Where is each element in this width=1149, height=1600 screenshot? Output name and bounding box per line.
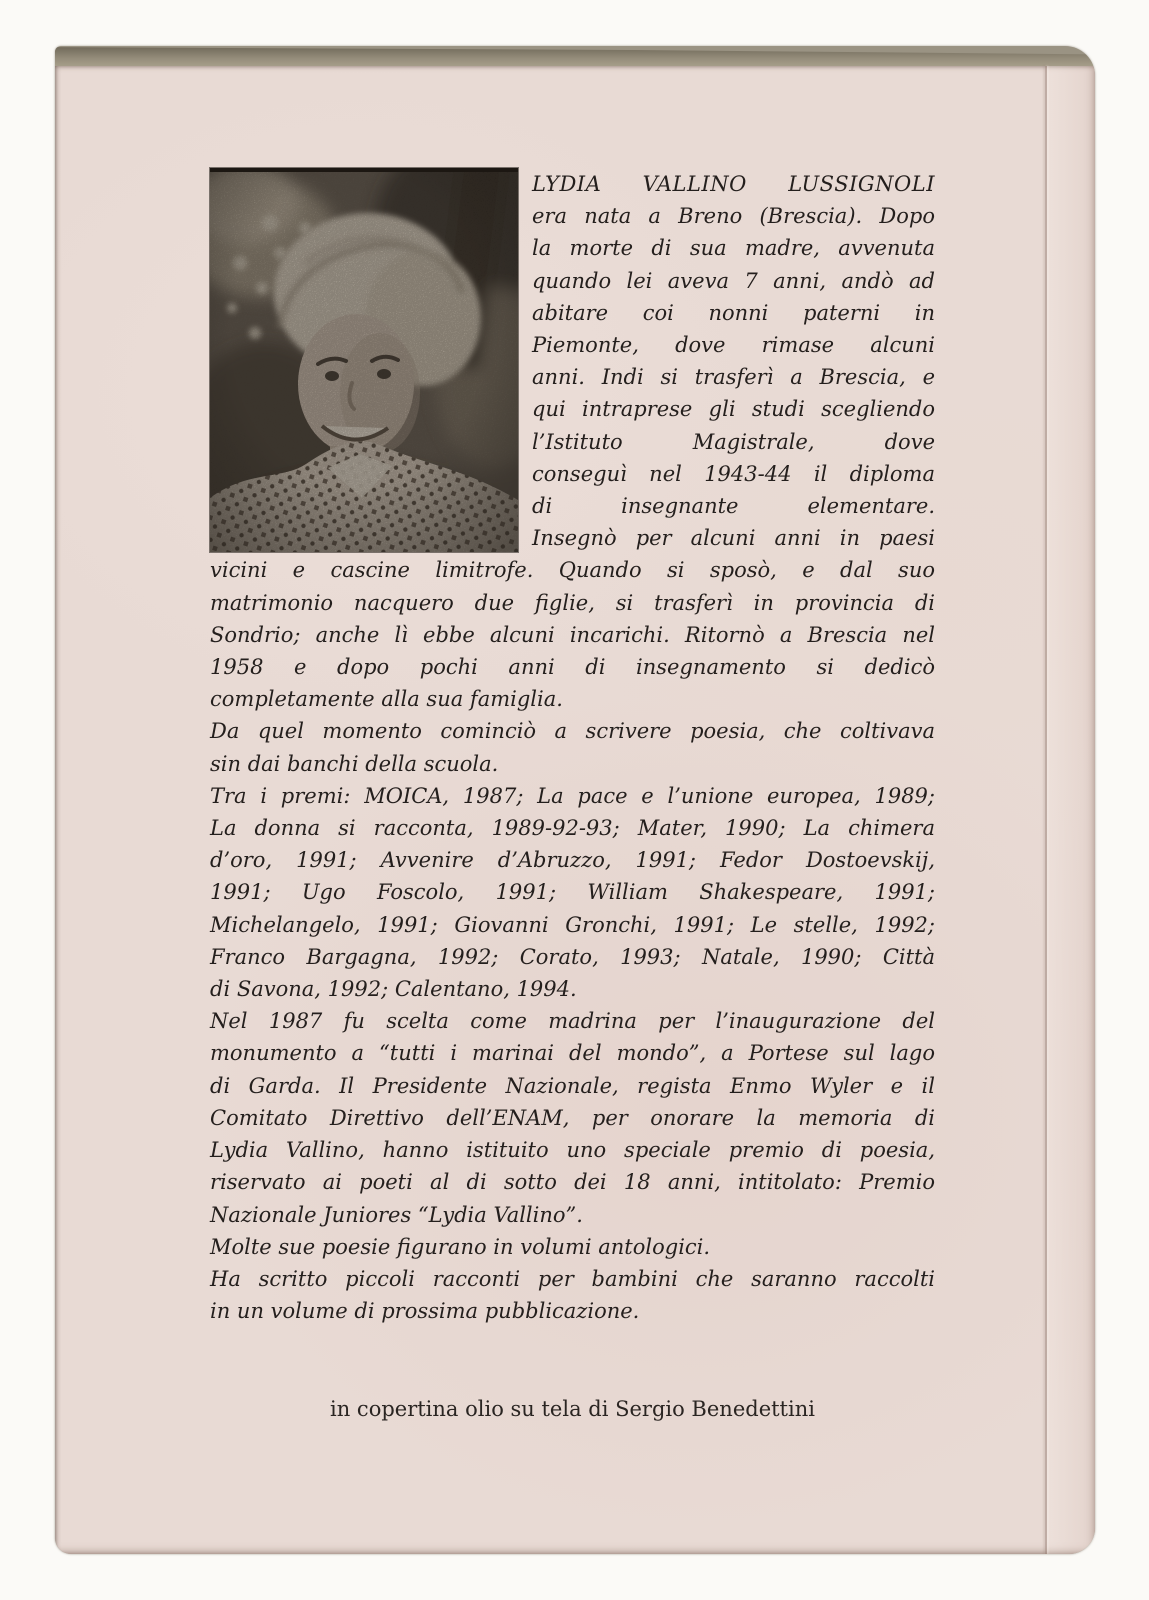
bio-line: Nel 1987 fu scelta come madrina per l’inaugurazione del — [210, 1009, 935, 1034]
cover-fore-edge — [1047, 66, 1095, 1554]
bio-line: di insegnante elementare. — [532, 494, 935, 519]
bio-line: di Savona, 1992; Calentano, 1994. — [210, 977, 577, 1002]
bio-line: sin dai banchi della scuola. — [210, 751, 499, 776]
bio-line: Piemonte, dove rimase alcuni — [532, 333, 935, 358]
bio-line: era nata a Breno (Brescia). Dopo — [532, 204, 935, 229]
bio-line: Nazionale Juniores “Lydia Vallino”. — [210, 1202, 583, 1227]
bio-line: Molte sue poesie figurano in volumi antologici. — [210, 1234, 711, 1259]
bio-line: Sondrio; anche lì ebbe alcuni incarichi. Ritornò a Brescia nel — [210, 622, 935, 647]
book-back-cover — [55, 46, 1095, 1554]
bio-line: l’Istituto Magistrale, dove — [532, 429, 935, 454]
bio-line: monumento a “tutti i marinai del mondo”, a Portese sul lago — [210, 1041, 935, 1066]
cover-content — [210, 168, 935, 1424]
bio-title: LYDIA VALLINO LUSSIGNOLI — [532, 172, 935, 196]
bio-line: Ha scritto piccoli racconti per bambini che saranno raccolti — [210, 1266, 935, 1291]
portrait-photo — [210, 168, 518, 552]
bio-line: Insegnò per alcuni anni in paesi — [532, 526, 935, 551]
bio-line: quando lei aveva 7 anni, andò ad — [532, 268, 935, 293]
portrait-photo-graphic — [210, 168, 518, 552]
bio-line: la morte di sua madre, avvenuta — [532, 236, 935, 261]
bio-line: 1991; Ugo Foscolo, 1991; William Shakespeare, 1991; — [210, 880, 935, 905]
bio-line: abitare coi nonni paterni in — [532, 300, 935, 325]
book-top-edge — [55, 46, 1095, 68]
bio-line: Franco Bargagna, 1992; Corato, 1993; Natale, 1990; Città — [210, 944, 935, 969]
cover-caption: in copertina olio su tela di Sergio Benedettini — [330, 1397, 815, 1422]
bio-line: Lydia Vallino, hanno istituito uno speciale premio di poesia, — [210, 1138, 935, 1163]
bio-line: Tra i premi: MOICA, 1987; La pace e l’unione europea, 1989; — [210, 783, 935, 808]
bio-line: conseguì nel 1943-44 il diploma — [532, 461, 935, 486]
bio-line: Da quel momento cominciò a scrivere poesia, che coltivava — [210, 719, 935, 744]
bio-line: di Garda. Il Presidente Nazionale, regista Enmo Wyler e il — [210, 1073, 935, 1098]
cover-surface — [55, 66, 1095, 1554]
bio-line: d’oro, 1991; Avvenire d’Abruzzo, 1991; Fedor Dostoevskij, — [210, 848, 935, 873]
bio-line: anni. Indi si trasferì a Brescia, e — [532, 365, 935, 390]
bio-line: Michelangelo, 1991; Giovanni Gronchi, 1991; Le stelle, 1992; — [210, 912, 935, 937]
cover-crease-line — [1045, 66, 1047, 1554]
bio-line: qui intraprese gli studi scegliendo — [532, 397, 935, 422]
bio-line: 1958 e dopo pochi anni di insegnamento si dedicò — [210, 655, 935, 680]
bio-line: riservato ai poeti al di sotto dei 18 anni, intitolato: Premio — [210, 1170, 935, 1195]
bio-line: matrimonio nacquero due figlie, si trasferì in provincia di — [210, 590, 935, 615]
bio-line: vicini e cascine limitrofe. Quando si sposò, e dal suo — [210, 558, 935, 583]
bio-line: in un volume di prossima pubblicazione. — [210, 1299, 640, 1324]
bio-line: completamente alla sua famiglia. — [210, 687, 563, 712]
bio-line: Comitato Direttivo dell’ENAM, per onorare la memoria di — [210, 1105, 935, 1130]
bio-line: La donna si racconta, 1989-92-93; Mater, 1990; La chimera — [210, 816, 935, 841]
